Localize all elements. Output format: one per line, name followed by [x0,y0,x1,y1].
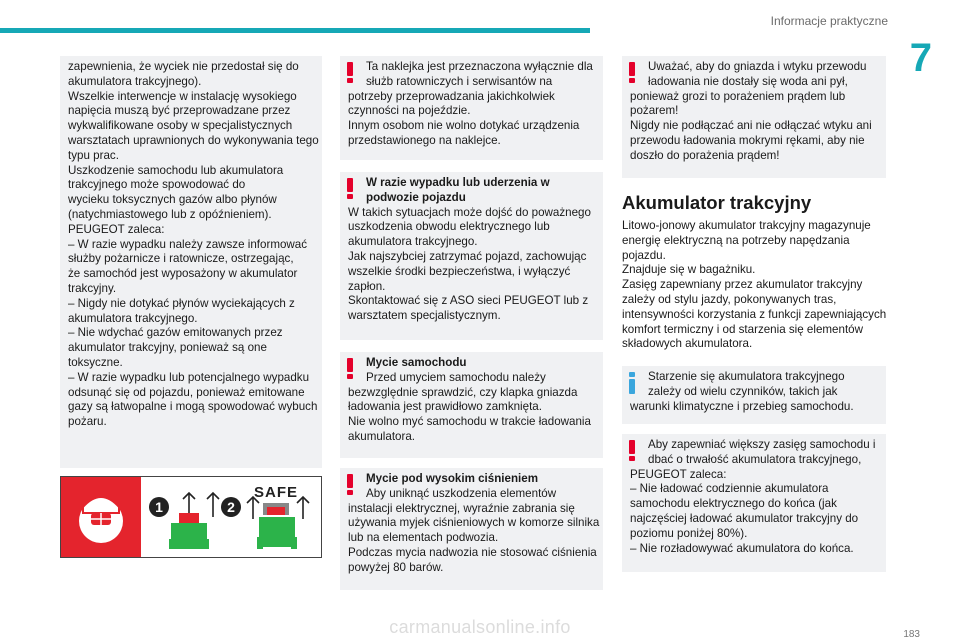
text-line: (natychmiastowego lub z opóźnieniem). [68,207,272,221]
text-line: służb ratowniczych i serwisantów na [366,74,553,88]
text-line: podwozie pojazdu [366,190,466,204]
text-line: doszło do porażenia prądem! [630,148,780,162]
text-line: przedstawionego na naklejce. [348,133,501,147]
text-line: napięcia muszą być przeprowadzane przez [68,104,291,118]
warning-icon [346,358,354,380]
text-line: pożarem! [630,104,679,118]
warning-icon [628,440,636,462]
safety-label-figure [60,476,322,558]
battery-ageing-info-box [622,366,886,424]
step-2-number: 2 [227,499,235,515]
charging-socket-warning-text [630,60,878,164]
text-line: W razie wypadku lub uderzenia w [366,176,550,189]
text-line: Znajduje się w bagażniku. [622,263,756,277]
text-line: pojazdu. [622,248,666,262]
step-1-badge [149,497,169,517]
battery-ageing-info-text [630,370,878,414]
text-line: akumulatora trakcyjnego). [68,74,202,88]
text-line: składowych akumulatora. [622,337,753,351]
warning-icon [628,62,636,84]
safety-label-illustration [61,477,321,557]
section-body-text [622,219,886,352]
warning-icon [346,474,354,496]
text-line: Nie wolno myć samochodu w trakcie ładowania [348,415,591,429]
battery-range-warning-text [630,438,878,556]
text-line: energię elektryczną na potrzeby napędzania [622,233,850,247]
text-line: Nigdy nie podłączać ani nie odłączać wtyku ani [630,119,872,133]
text-line: warsztatach uprawnionych do wykonywania tego [68,133,319,147]
text-line: Ta naklejka jest przeznaczona wyłącznie dla [366,60,593,73]
text-line: ponieważ grozi to porażeniem prądem lub [630,89,846,103]
warning-icon [346,178,354,200]
text-line: Uważać, aby do gniazda i wtyku przewodu [648,60,867,73]
text-line: – Nie rozładowywać akumulatora do końca. [630,541,854,555]
text-line: intensywności korzystania z funkcji zapewniających [622,307,887,321]
text-line: wycieku toksycznych gazów albo płynów [68,193,277,207]
text-line: służby pożarnicze i ratownicze, ostrzegając, [68,252,294,266]
text-line: najczęściej ładować akumulator trakcyjny do [630,511,859,525]
text-line: akumulatora. [348,429,416,443]
text-line: – Nie ładować codziennie akumulatora [630,482,829,496]
pressure-wash-warning-text [348,472,600,576]
text-line: używania myjek ciśnieniowych w komorze silnika [348,516,600,530]
safe-label: SAFE [253,484,299,501]
warning-icon [346,62,354,84]
text-line: czynności na pojeździe. [348,104,471,118]
section-heading: Akumulator trakcyjny [622,192,812,213]
warning-sticker-text [348,60,595,149]
text-line: potrzeby przeprowadzania jakichkolwiek [348,89,555,103]
text-line: gazy są łatwopalne i mogą spowodować wybuch [68,400,318,414]
car-wash-warning-text [348,356,595,445]
text-line: warsztatem specjalistycznym. [348,309,501,323]
text-line: PEUGEOT zaleca: [68,222,165,236]
text-line: – Nigdy nie dotykać płynów wyciekających z [68,296,295,310]
header-title: Informacje praktyczne [770,14,888,28]
text-line: zapewnienia, że wyciek nie przedostał się do [68,60,299,73]
text-line: Starzenie się akumulatora trakcyjnego [648,370,845,383]
info-icon [628,372,636,394]
text-line: akumulator trakcyjny, ponieważ są one [68,341,267,355]
text-line: typu prac. [68,148,119,162]
text-line: bezwzględnie sprawdzić, czy klapka gniazda [348,385,578,399]
text-line: powyżej 80 barów. [348,560,444,574]
text-line: pożaru. [68,415,107,429]
connector-safe-icon [247,497,309,549]
text-line: poziomu poniżej 80%). [630,526,748,540]
text-line: odsunąć się od pojazdu, ponieważ emitowane [68,385,305,399]
text-line: Podczas mycia nadwozia nie stosować ciśnienia [348,545,597,559]
text-line: komfort termiczny i od starzenia się elementów [622,322,863,336]
accident-warning-box [340,172,603,340]
text-line: instalacji elektrycznej, wyraźnie zabrania się [348,501,575,515]
text-line: wszelkie środki bezpieczeństwa, i wyłączyć [348,264,571,278]
text-line: warunki klimatyczne i przebieg samochodu. [630,399,854,413]
text-line: – W razie wypadku lub potencjalnego wypadku [68,370,310,384]
step-1-number: 1 [155,499,163,515]
text-line: ładowania jest prawidłowo zamknięta. [348,400,542,414]
watermark: carmanualsonline.info [389,617,571,637]
text-line: zależy od stylu jazdy, pokonywanych tras, [622,292,837,306]
text-line: wykwalifikowane osoby w specjalistycznych [68,119,293,133]
page-number: 183 [903,629,920,640]
text-line: – W razie wypadku należy zawsze informować [68,237,308,251]
text-line: Uszkodzenie samochodu lub akumulatora [68,163,284,177]
text-line: Zasięg zapewniany przez akumulator trakcyjny [622,278,863,292]
text-line: Skontaktować się z ASO sieci PEUGEOT lub z [348,294,589,308]
text-line: samochodu elektrycznego do końca (jak [630,497,837,511]
chapter-number: 7 [909,36,932,80]
battery-range-warning-box [622,434,886,572]
text-line: – Nie wdychać gazów emitowanych przez [68,326,283,340]
car-wash-warning-box [340,352,603,458]
text-line: akumulatora trakcyjnego. [348,235,478,249]
text-line: zapłon. [348,279,386,293]
text-line: Litowo-jonowy akumulator trakcyjny magazynuje [622,219,871,232]
text-line: trakcyjny. [68,281,117,295]
text-line: Przed umyciem samochodu należy [366,370,546,384]
text-line: lub na elementach podwozia. [348,531,499,545]
pressure-wash-warning-box [340,468,603,590]
text-line: zależy od wielu czynników, takich jak [648,384,838,398]
text-line: Innym osobom nie wolno dotykać urządzenia [348,119,580,133]
text-line: W takich sytuacjach może dojść do poważnego [348,205,591,219]
charging-socket-warning-box [622,56,886,178]
text-line: PEUGEOT zaleca: [630,467,727,481]
left-warning-text [68,60,319,430]
text-line: dbać o trwałość akumulatora trakcyjnego, [648,452,862,466]
text-line: trakcyjnego może spowodować do [68,178,246,192]
text-line: akumulatora trakcyjnego. [68,311,198,325]
text-line: przewodu ładowania mokrymi rękami, aby nie [630,133,865,147]
firefighter-helmet-icon [79,497,123,543]
text-line: Mycie pod wysokim ciśnieniem [366,472,539,485]
left-warning-continuation [60,56,322,468]
header-accent-bar [0,28,590,33]
text-line: uszkodzenia obwodu elektrycznego lub [348,220,550,234]
text-line: Mycie samochodu [366,356,467,369]
text-line: że samochód jest wyposażony w akumulator [68,267,298,281]
text-line: Aby uniknąć uszkodzenia elementów [366,486,557,500]
connector-unlocked-icon [169,493,219,549]
step-2-badge [221,497,241,517]
text-line: ładowania nie dostały się woda ani pył, [648,74,848,88]
text-line: Aby zapewniać większy zasięg samochodu i [648,438,876,451]
text-line: Wszelkie interwencje w instalację wysokiego [68,89,297,103]
accident-warning-text [348,176,595,324]
warning-sticker-box [340,56,603,160]
text-line: toksyczne. [68,355,123,369]
text-line: Jak najszybciej zatrzymać pojazd, zachowując [348,249,587,263]
